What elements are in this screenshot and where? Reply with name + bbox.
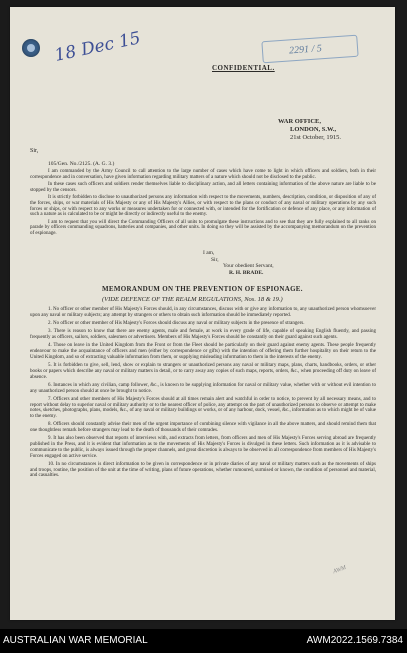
office-date: 21st October, 1915.	[290, 134, 342, 141]
confidential-heading: CONFIDENTIAL.	[212, 64, 275, 72]
letter-body	[30, 169, 376, 238]
punch-hole-icon	[22, 39, 40, 57]
footer-institution: AUSTRALIAN WAR MEMORIAL	[3, 635, 148, 646]
memo-paragraph: 5. It is forbidden to give, sell, lend, show or explain to strangers or unauthorized persons any naval or military maps, plans, charts, handbooks, orders, or other books or papers which describe any naval or military matters in detail, or to carry away any copies of such maps, reports, orders, &c., when proceeding off duty on leave of absence.	[30, 362, 376, 380]
letter-paragraph: It is strictly forbidden to disclose to unauthorized persons any information with respect to the movements, numbers, description, condition, or disposition of any of the forces, ships, or war materials of His Majesty or any of His Majesty's Allies, or with respect to the plans or conduct of any naval or military operations by any such forces or ships, or with respect to any works or measures undertaken for or connected with, or intended for the fortification or defence of any place, or any information of such a nature as is calculated to be or might be directly or indirectly useful to the enemy.	[30, 194, 376, 218]
memo-subtitle: (VIDE DEFENCE OF THE REALM REGULATIONS, Nos. 18 & 19.)	[102, 296, 283, 303]
closing-line: Sir,	[211, 256, 219, 263]
footer-accession-number: AWM2022.1569.7384	[306, 635, 403, 646]
reference-number: 105/Gen. No./2125. (A. G. 3.)	[48, 161, 115, 167]
handwritten-date: 18 Dec 15	[52, 28, 143, 66]
signatory: R. H. BRADE.	[229, 269, 264, 276]
archive-footer	[0, 629, 407, 653]
document-page	[10, 7, 395, 620]
office-line-1: WAR OFFICE,	[278, 118, 321, 125]
salutation: Sir,	[30, 148, 39, 154]
office-line-2: LONDON, S.W.,	[290, 126, 337, 133]
letter-paragraph: I am commanded by the Army Council to call attention to the large number of cases which have come to light in which officers and soldiers, both in their correspondence and in conversation, have given information regarding military matters of a nature which should not be disclosed to the public.	[30, 169, 376, 180]
memo-paragraph: 8. Officers should constantly advise their men of the urgent importance of combining silence with vigilance in all the above matters, and should remind them that one thoughtless remark before strangers may lead to the death of thousands of their comrades.	[30, 422, 376, 434]
memo-paragraph: 4. Those on leave in the United Kingdom from the Front or from the Fleet should be particularly on their guard against enemy agents. These people frequently endeavour to make the acquaintance of officers and men (either by correspondence or gifts) with the intention of offering them further hospitality on their return to the United Kingdom, and so of extracting valuable information from them, or supplying misleading information to them in the interests of the enemy.	[30, 343, 376, 360]
memo-paragraph: 6. Instances in which any civilian, camp follower, &c., is known to be supplying information for naval or military value, whether with or without evil intention to any unauthorized person should at once be brought to notice.	[30, 382, 376, 394]
letter-paragraph: In these cases such officers and soldiers render themselves liable to disciplinary action, and all letters containing information of the above nature are liable to be stopped by the censors.	[30, 181, 376, 193]
memo-paragraph: 2. No officer or other member of His Majesty's Forces should discuss any naval or military subjects in the presence of strangers.	[48, 320, 305, 326]
memo-paragraph: 7. Officers and other members of His Majesty's Forces should at all times remain alert and watchful in order to notice, to prevent by all necessary means, and to report without delay to superior naval or military authority or to the nearest officer of police, any attempt on the part of unauthorized persons to observe or attempt to make notes, sketches, photographs, plans, models, &c., of any naval or military buildings or works, or of any harbour, dock, vessel, &c., information as to which might be of value to the enemy.	[30, 396, 376, 420]
letter-paragraph: I am to request that you will direct the Commanding Officers of all units to promulgate these instructions and to see that they are fully explained to all ranks on parade by officers commanding squadrons, batteries and companies, and other units. In doing so they will be assisted by the accompanying memorandum on the prevention of espionage.	[30, 219, 376, 237]
pencil-annotation: AWM	[332, 564, 348, 576]
sender-address	[278, 118, 341, 142]
memo-title: MEMORANDUM ON THE PREVENTION OF ESPIONAGE.	[102, 285, 303, 293]
memo-paragraph: 1. No officer or other member of His Majesty's Forces should, in any circumstances, discuss with or give any information to, any unauthorized person whomsoever upon any naval or military subjects; any attempt by strangers or others to obtain such information should be immediately reported.	[30, 307, 376, 318]
registry-stamp: 2291 / 5	[261, 35, 358, 64]
memo-paragraph: 3. There is reason to know that there are enemy agents, male and female, at work in every grade of life, capable of speaking English fluently, and passing frequently as officers, sailors, soldiers, salesmen or advertisers. Members of His Majesty's Forces should be constantly on their guard against such agents.	[30, 329, 376, 340]
closing-line: I am,	[203, 250, 215, 256]
closing-line: Your obedient Servant,	[223, 263, 274, 270]
memo-body	[30, 307, 376, 482]
memo-paragraph: 10. In no circumstances is direct information to be given in correspondence or in private diaries of any naval or military matters such as the movements of ships and troops, routine, the position of the unit at the time of writing, plans of future operations, whether rumoured, surmised or known, the condition of personnel and material, and casualties.	[30, 461, 376, 479]
letter-closing	[203, 250, 274, 276]
memo-paragraph: 9. It has also been observed that reports of interviews with, and extracts from letters, from officers and men of His Majesty's Forces serving abroad are frequently published in the Press, and it is evident that information as to the movements of His Majesty's Forces is divulged in these letters. Such information as it is advisable to communicate to the public, is always issued through the proper channels, and great discretion is always to be observed in all correspondence from members of His Majesty's Forces engaged on active service.	[30, 436, 376, 459]
